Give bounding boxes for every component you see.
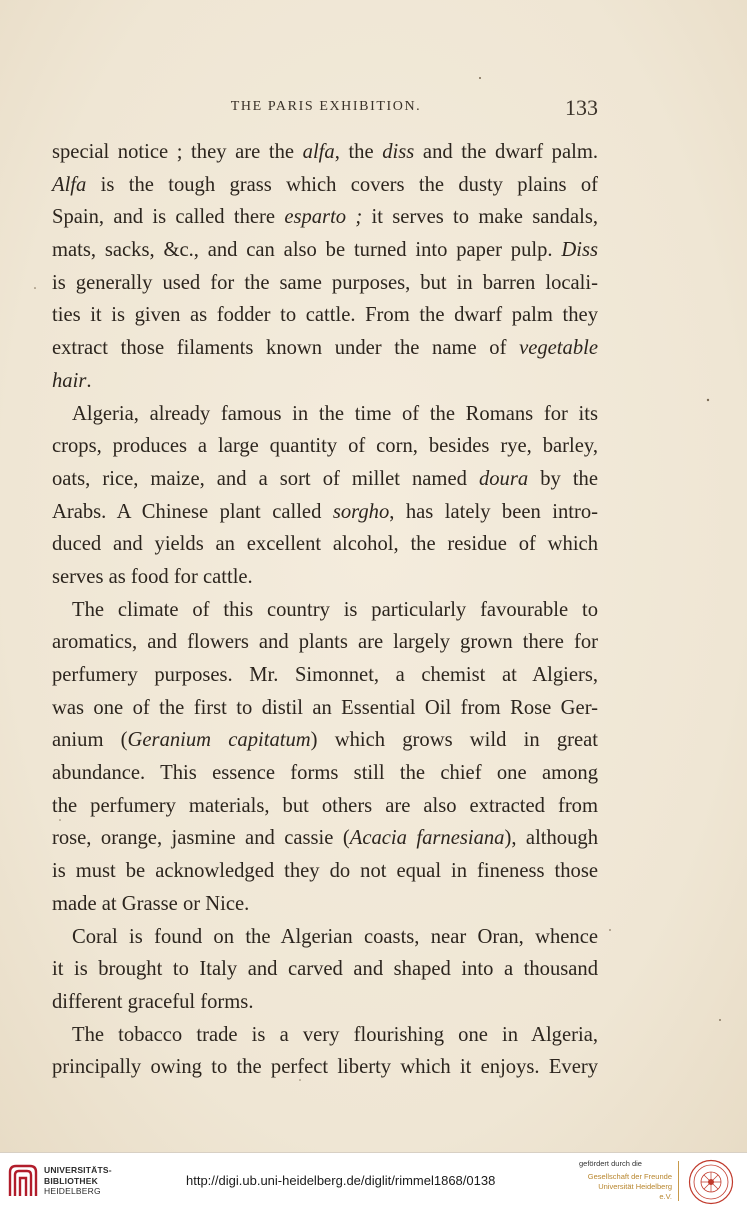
text-run: , the bbox=[334, 141, 383, 163]
text-run: serves as food for cattle. bbox=[52, 565, 253, 588]
text-line bbox=[52, 855, 598, 888]
running-title: THE PARIS EXHIBITION. bbox=[230, 99, 422, 114]
text-run: different graceful forms. bbox=[52, 990, 254, 1013]
text-run: principally owing to the perfect liberty which it enjoys. Every bbox=[52, 1056, 598, 1079]
text-run: Coral is found on the Algerian coasts, near Oran, whence bbox=[72, 925, 598, 948]
text-run: perfumery purposes. Mr. Simonnet, a chemist at Algiers, bbox=[52, 664, 598, 686]
permalink-url[interactable]: http://digi.ub.uni-heidelberg.de/diglit/rimmel1868/0138 bbox=[186, 1173, 496, 1188]
text-run: duced and yields an excellent alcohol, the residue of which bbox=[52, 533, 598, 556]
text-run: Arabs. A Chinese plant called bbox=[52, 500, 333, 523]
text-run: made at Grasse or Nice. bbox=[52, 892, 250, 915]
text-line bbox=[52, 430, 598, 463]
sponsor-name-line-2: Universität Heidelberg e.V. bbox=[598, 1182, 672, 1201]
library-name-line-2: BIBLIOTHEK bbox=[44, 1175, 98, 1186]
text-line bbox=[52, 201, 598, 234]
text-run: crops, produces a large quantity of corn, besides rye, barley, bbox=[52, 435, 598, 458]
body-text bbox=[52, 136, 598, 1084]
text-line bbox=[52, 1051, 598, 1084]
text-run: rose, orange, jasmine and cassie ( bbox=[52, 827, 350, 850]
text-line bbox=[52, 299, 598, 332]
text-run: is generally used for the same purposes, but in barren locali- bbox=[52, 271, 598, 294]
text-line bbox=[52, 561, 598, 594]
paragraph bbox=[52, 1019, 598, 1084]
sponsor-name[interactable] bbox=[584, 1172, 672, 1202]
text-run: it is brought to Italy and carved and shaped into a thousand bbox=[52, 958, 598, 981]
running-head bbox=[52, 95, 600, 125]
text-run: . bbox=[86, 369, 92, 392]
text-run: is the tough grass which covers the dusty plains of bbox=[86, 173, 598, 196]
text-line bbox=[52, 724, 598, 757]
text-line bbox=[52, 398, 598, 431]
text-run: mats, sacks, &c., and can also be turned into paper pulp. bbox=[52, 239, 562, 262]
text-run: The tobacco trade is a very flourishing one in Algeria, bbox=[72, 1023, 598, 1046]
text-run: is must be acknowledged they do not equal in fineness those bbox=[52, 860, 598, 883]
italic-term: esparto ; bbox=[284, 206, 363, 229]
sponsor-name-line-1: Gesellschaft der Freunde bbox=[587, 1172, 672, 1181]
text-run: the perfumery materials, but others are also extracted from bbox=[52, 794, 598, 817]
text-run: it serves to make sandals, bbox=[362, 206, 598, 229]
text-line bbox=[52, 463, 598, 496]
page-number: 133 bbox=[565, 95, 598, 120]
text-line bbox=[52, 986, 598, 1019]
university-seal-icon[interactable] bbox=[688, 1159, 734, 1205]
text-line bbox=[52, 953, 598, 986]
text-line bbox=[52, 626, 598, 659]
text-run: abundance. This essence forms still the chief one among bbox=[52, 762, 598, 785]
italic-term: Geranium capitatum bbox=[127, 729, 311, 752]
italic-term: alfa bbox=[302, 141, 335, 163]
text-run: Algeria, already famous in the time of the Romans for its bbox=[72, 402, 598, 425]
italic-term: doura bbox=[478, 467, 529, 490]
text-run: The climate of this country is particularly favourable to bbox=[72, 598, 598, 621]
viewer-footer bbox=[0, 1152, 747, 1209]
text-run: ties it is given as fodder to cattle. From the dwarf palm they bbox=[52, 304, 598, 327]
paragraph bbox=[52, 921, 598, 1019]
text-line bbox=[52, 594, 598, 627]
library-name[interactable] bbox=[44, 1165, 112, 1197]
text-line bbox=[52, 921, 598, 954]
text-line bbox=[52, 332, 598, 365]
text-line bbox=[52, 365, 598, 398]
text-run: Spain, and is called there bbox=[52, 206, 285, 229]
text-run: extract those filaments known under the name of bbox=[52, 337, 520, 360]
text-line bbox=[52, 888, 598, 921]
text-run: by the bbox=[528, 467, 598, 490]
text-run: aromatics, and flowers and plants are largely grown there for bbox=[52, 631, 598, 654]
text-run: was one of the first to distil an Essential Oil from Rose Ger- bbox=[52, 696, 598, 719]
text-line bbox=[52, 528, 598, 561]
paragraph bbox=[52, 398, 598, 594]
text-line bbox=[52, 267, 598, 300]
text-run: anium ( bbox=[52, 729, 128, 752]
italic-term: sorgho bbox=[332, 500, 390, 523]
italic-term: hair bbox=[52, 369, 87, 392]
library-name-line-1: UNIVERSITÄTS- bbox=[44, 1165, 112, 1175]
italic-term: Diss bbox=[561, 239, 598, 262]
sponsor-label: gefördert durch die bbox=[579, 1159, 642, 1168]
text-line bbox=[52, 659, 598, 692]
footer-divider bbox=[678, 1161, 679, 1201]
text-run: oats, rice, maize, and a sort of millet named bbox=[52, 467, 479, 490]
text-run: ) which grows wild in great bbox=[310, 729, 598, 752]
paragraph bbox=[52, 594, 598, 921]
italic-term: vegetable bbox=[519, 337, 598, 360]
text-run: , has lately been intro- bbox=[389, 500, 598, 523]
paragraph bbox=[52, 136, 598, 398]
text-run: ), although bbox=[504, 827, 598, 850]
italic-term: diss bbox=[382, 141, 415, 163]
text-line bbox=[52, 822, 598, 855]
library-name-line-3: HEIDELBERG bbox=[44, 1186, 101, 1196]
university-library-logo-icon[interactable] bbox=[6, 1162, 40, 1200]
italic-term: Alfa bbox=[52, 173, 87, 196]
text-line bbox=[52, 496, 598, 529]
text-line bbox=[52, 790, 598, 823]
text-run: special notice ; they are the bbox=[52, 141, 303, 163]
text-line bbox=[52, 692, 598, 725]
text-line bbox=[52, 136, 598, 169]
text-line bbox=[52, 1019, 598, 1052]
italic-term: Acacia farnesiana bbox=[349, 827, 505, 850]
text-line bbox=[52, 234, 598, 267]
text-line bbox=[52, 169, 598, 202]
text-line bbox=[52, 757, 598, 790]
text-run: and the dwarf palm. bbox=[414, 141, 599, 163]
